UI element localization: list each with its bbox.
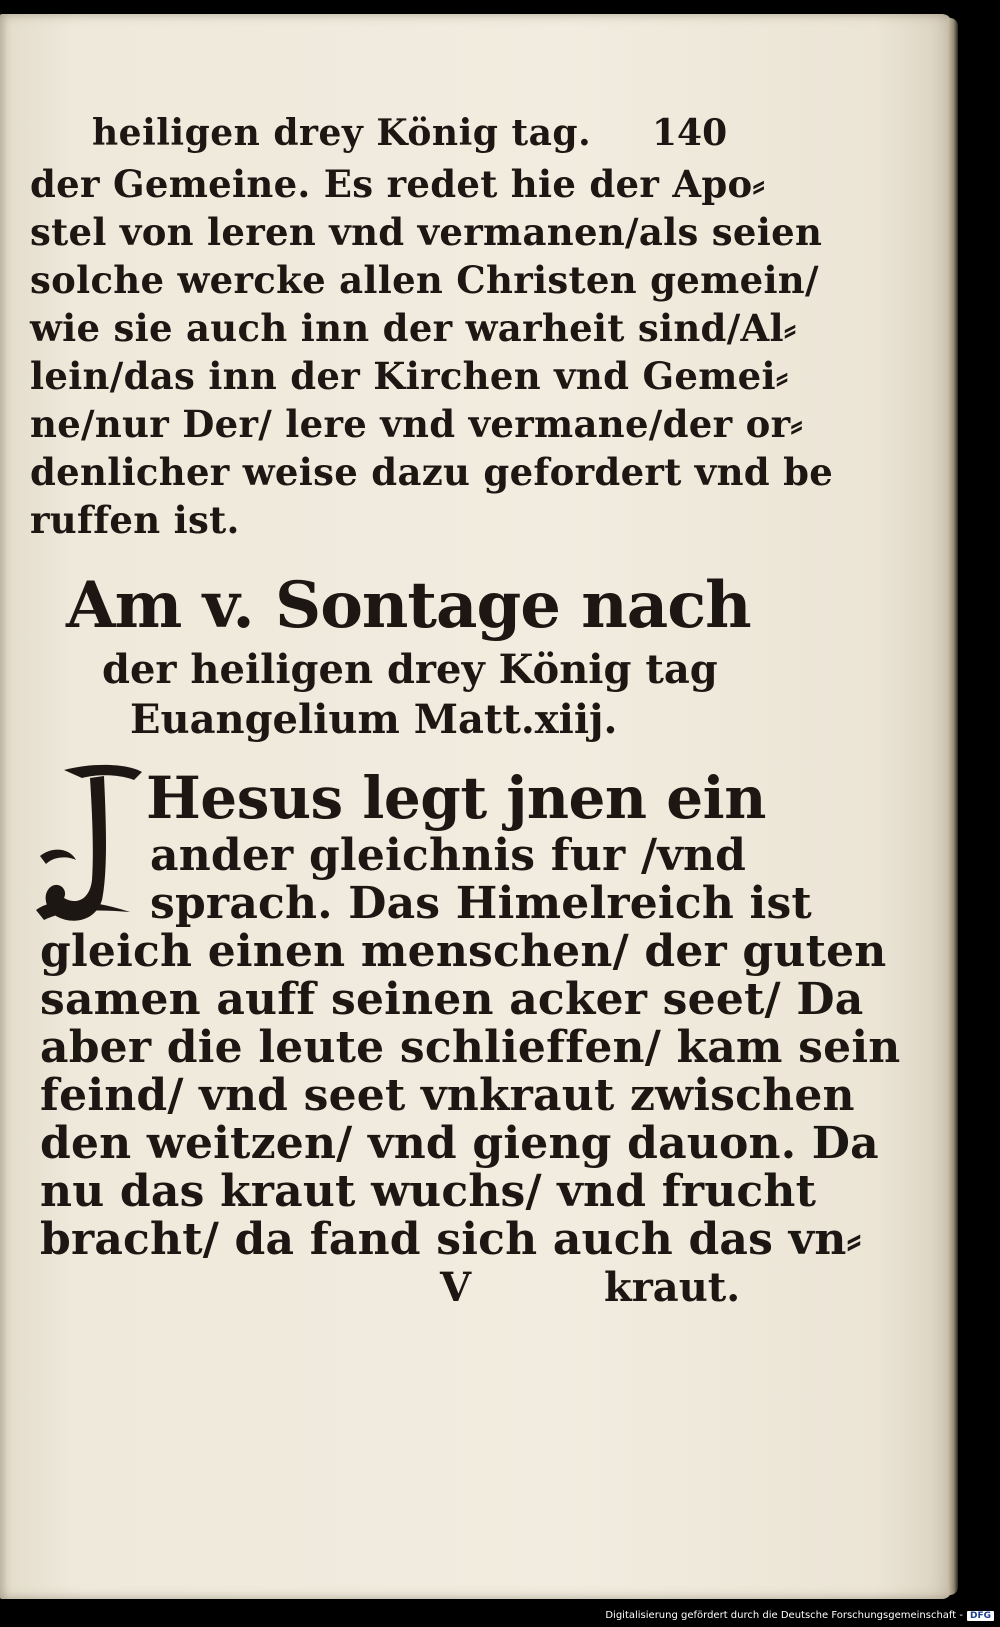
initial-letter: J — [42, 800, 43, 801]
text-line-first: Hesus legt jnen ein — [146, 764, 766, 832]
signature-mark: V — [440, 1264, 472, 1311]
page-edge — [948, 18, 958, 1595]
running-head: heiligen drey König tag. — [92, 112, 592, 154]
text-line: sprach. Das Himelreich ist — [150, 878, 812, 929]
text-line: ruffen ist. — [30, 498, 240, 542]
text-line: der Gemeine. Es redet hie der Apo⸗ — [30, 162, 766, 206]
dfg-logo: DFG — [967, 1611, 994, 1621]
credit-text: Digitalisierung gefördert durch die Deutsche Forschungsgemeinschaft - — [605, 1610, 963, 1621]
text-line: stel von leren vnd vermanen/als seien — [30, 210, 823, 254]
text-line: den weitzen/ vnd gieng dauon. Da — [40, 1118, 879, 1169]
catchword: kraut. — [604, 1264, 741, 1311]
text-line: wie sie auch inn der warheit sind/Al⸗ — [30, 306, 797, 350]
text-line: aber die leute schlieffen/ kam sein — [40, 1022, 901, 1073]
text-line: denlicher weise dazu gefordert vnd be — [30, 450, 834, 494]
text-line: ne/nur Der/ lere vnd vermane/der or⸗ — [30, 402, 804, 446]
text-line: lein/das inn der Kirchen vnd Gemei⸗ — [30, 354, 789, 398]
heading-subtitle: der heiligen drey König tag — [102, 646, 718, 693]
text-line: feind/ vnd seet vnkraut zwischen — [40, 1070, 855, 1121]
text-line: gleich einen menschen/ der guten — [40, 926, 887, 977]
digitization-credit — [605, 1610, 994, 1621]
heading-title: Am v. Sontage nach — [66, 568, 751, 643]
page-number: 140 — [652, 112, 728, 154]
decorated-initial — [34, 760, 146, 930]
text-line: solche wercke allen Christen gemein/ — [30, 258, 819, 302]
text-line: samen auff seinen acker seet/ Da — [40, 974, 864, 1025]
text-line: ander gleichnis fur /vnd — [150, 830, 747, 881]
text-line: nu das kraut wuchs/ vnd frucht — [40, 1166, 817, 1217]
text-line: bracht/ da fand sich auch das vn⸗ — [40, 1214, 862, 1265]
heading-gospel-reference: Euangelium Matt.xiij. — [130, 696, 618, 743]
